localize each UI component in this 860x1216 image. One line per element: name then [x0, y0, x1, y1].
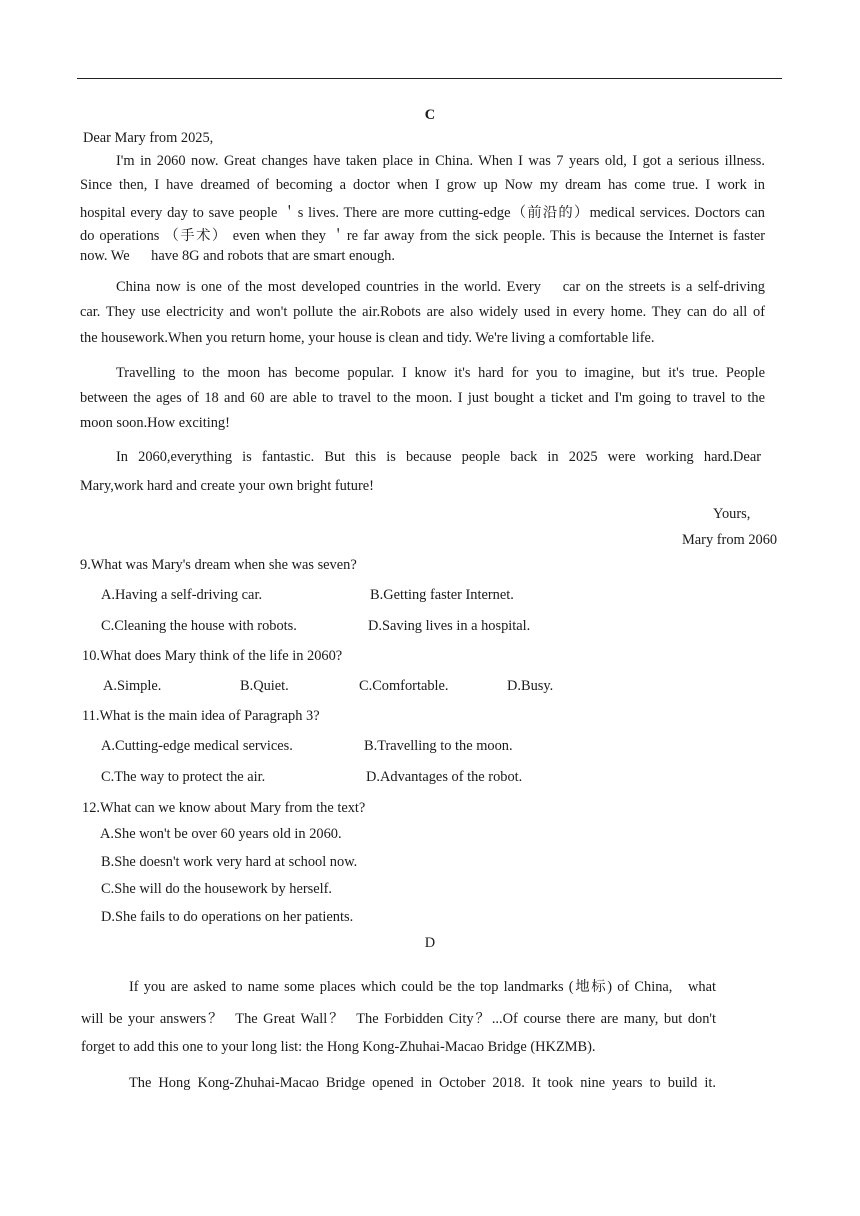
letter-signature: Mary from 2060 [682, 532, 778, 548]
question-12: 12.What can we know about Mary from the text? [82, 800, 366, 816]
c-p4-line: In 2060,everything is fantastic. But this is because people back in 2025 were working hard.Dear [116, 449, 761, 465]
question-9: 9.What was Mary's dream when she was seven? [80, 557, 357, 573]
question-12-option-b: B.She doesn't work very hard at school now. [101, 854, 358, 870]
question-9-option-b: B.Getting faster Internet. [370, 587, 514, 603]
letter-greeting: Dear Mary from 2025, [83, 130, 214, 146]
section-c-heading: C [424, 107, 436, 123]
d-p2-line: The Hong Kong-Zhuhai-Macao Bridge opened in October 2018. It took nine years to build it. [129, 1075, 716, 1091]
question-9-option-a: A.Having a self-driving car. [101, 587, 263, 603]
question-10-option-d: D.Busy. [507, 678, 554, 694]
d-p1-line: forget to add this one to your long list: the Hong Kong-Zhuhai-Macao Bridge (HKZMB). [81, 1039, 596, 1055]
c-p1-line: I'm in 2060 now. Great changes have taken place in China. When I was 7 years old, I got a serious illness. [116, 153, 765, 169]
letter-closing: Yours, [713, 506, 751, 522]
question-10-option-b: B.Quiet. [240, 678, 289, 694]
question-12-option-c: C.She will do the housework by herself. [101, 881, 333, 897]
question-9-option-c: C.Cleaning the house with robots. [101, 618, 297, 634]
c-p3-line: Travelling to the moon has become popular. I know it's hard for you to imagine, but it's true. People [116, 365, 765, 381]
question-11-option-c: C.The way to protect the air. [101, 769, 266, 785]
question-10-option-a: A.Simple. [103, 678, 162, 694]
c-p1-line: do operations （手术） even when they ＇re far away from the sick people. This is because the Internet is faster [80, 228, 765, 244]
c-p1-line: now. We have 8G and robots that are smart enough. [80, 248, 395, 264]
c-p1-line: hospital every day to save people ＇s lives. There are more cutting-edge（前沿的）medical services. Doctors can [80, 205, 765, 221]
c-p3-line: between the ages of 18 and 60 are able to travel to the moon. I just bought a ticket and I'm going to travel to the [80, 390, 765, 406]
d-p1-line: will be your answers？ The Great Wall？ The Forbidden City？...Of course there are many, but don't [81, 1011, 716, 1027]
c-p2-line: car. They use electricity and won't pollute the air.Robots are also widely used in every home. They can do all of [80, 304, 765, 320]
question-11-option-a: A.Cutting-edge medical services. [101, 738, 293, 754]
question-10-option-c: C.Comfortable. [359, 678, 449, 694]
d-p1-line: If you are asked to name some places which could be the top landmarks (地标) of China, what [129, 979, 716, 995]
c-p3-line: moon soon.How exciting! [80, 415, 230, 431]
question-9-option-d: D.Saving lives in a hospital. [368, 618, 531, 634]
c-p2-line: the housework.When you return home, your house is clean and tidy. We're living a comfortable life. [80, 330, 655, 346]
question-11: 11.What is the main idea of Paragraph 3? [82, 708, 320, 724]
c-p1-line: Since then, I have dreamed of becoming a doctor when I grow up Now my dream has come true. I work in [80, 177, 765, 193]
c-p4-line: Mary,work hard and create your own bright future! [80, 478, 374, 494]
question-11-option-d: D.Advantages of the robot. [366, 769, 523, 785]
question-12-option-a: A.She won't be over 60 years old in 2060. [100, 826, 342, 842]
header-rule [77, 78, 782, 79]
question-12-option-d: D.She fails to do operations on her patients. [101, 909, 354, 925]
question-11-option-b: B.Travelling to the moon. [364, 738, 513, 754]
section-d-heading: D [424, 935, 436, 951]
c-p2-line: China now is one of the most developed countries in the world. Every car on the streets is a self-driving [116, 279, 765, 295]
question-10: 10.What does Mary think of the life in 2060? [82, 648, 343, 664]
